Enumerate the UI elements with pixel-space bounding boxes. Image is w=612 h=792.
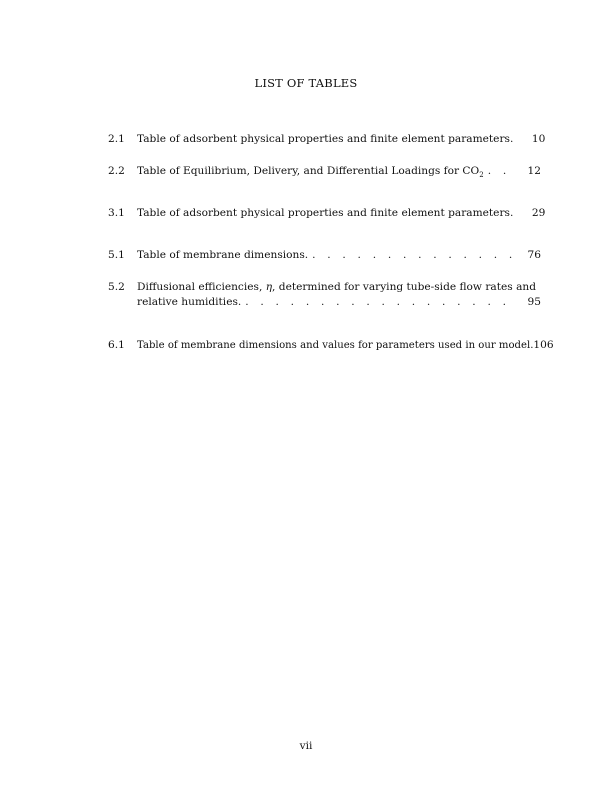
toc-entry-5-1[interactable] bbox=[108, 248, 541, 263]
toc-entry-3-1[interactable] bbox=[108, 206, 546, 221]
page-ref: 95 bbox=[527, 296, 541, 308]
page-ref: 106 bbox=[533, 339, 554, 351]
table-caption: Table of membrane dimensions. bbox=[137, 249, 309, 261]
page-ref: 29 bbox=[531, 207, 546, 219]
table-number: 5.2 bbox=[108, 281, 125, 293]
table-number: 5.1 bbox=[108, 249, 125, 261]
page-ref: 76 bbox=[527, 249, 541, 261]
toc-entry-2-1[interactable] bbox=[108, 132, 546, 147]
dot-leaders bbox=[241, 295, 513, 310]
table-caption: Table of membrane dimensions and values for parameters used in our model. bbox=[137, 340, 534, 351]
toc-entry-6-1[interactable] bbox=[108, 338, 554, 353]
table-caption: Table of adsorbent physical properties and finite element parameters. bbox=[137, 133, 514, 145]
table-number: 3.1 bbox=[108, 207, 125, 219]
dot-leaders bbox=[308, 248, 513, 263]
toc-entry-2-2[interactable] bbox=[108, 164, 541, 179]
page-ref: 12 bbox=[527, 165, 541, 177]
page-number: vii bbox=[299, 740, 313, 752]
caption-text: Diffusional efficiencies, bbox=[137, 281, 266, 293]
subscript: 2 bbox=[479, 171, 484, 180]
caption-text: Table of Equilibrium, Delivery, and Differential Loadings for CO bbox=[137, 165, 480, 177]
page-title: LIST OF TABLES bbox=[254, 76, 358, 90]
table-number: 2.2 bbox=[108, 165, 125, 177]
dot-leaders bbox=[484, 164, 513, 179]
toc-entry-5-2[interactable] bbox=[108, 280, 541, 310]
eta-symbol: η bbox=[265, 281, 273, 293]
table-caption-line-1 bbox=[137, 280, 536, 295]
table-caption bbox=[137, 164, 484, 179]
table-number: 2.1 bbox=[108, 133, 125, 145]
table-caption-line-2: relative humidities. bbox=[137, 296, 242, 308]
table-caption: Table of adsorbent physical properties and finite element parameters. bbox=[137, 207, 514, 219]
table-number: 6.1 bbox=[108, 339, 125, 351]
page-ref: 10 bbox=[531, 133, 546, 145]
caption-text: , determined for varying tube-side flow rates and bbox=[272, 281, 537, 293]
